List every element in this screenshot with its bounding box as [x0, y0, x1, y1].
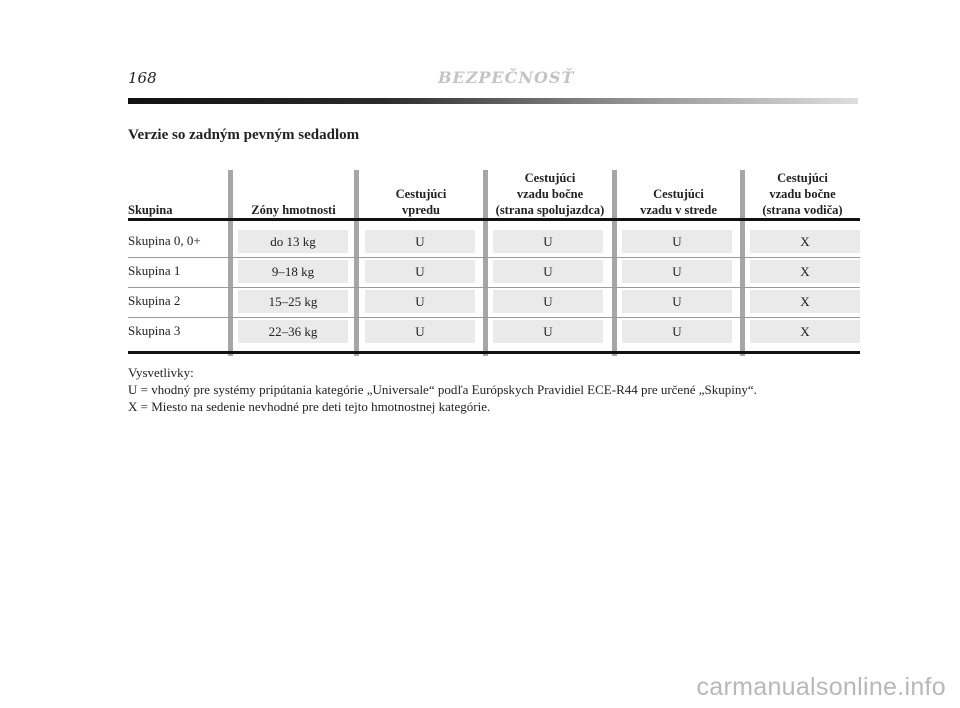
cell-rear-side-driver: X — [750, 260, 860, 283]
header-line: vpredu — [402, 203, 440, 217]
header-line: Cestujúci — [777, 171, 828, 185]
table-row — [128, 318, 860, 348]
header-rear-center — [617, 172, 740, 218]
cell-front: U — [365, 290, 475, 313]
header-line: Cestujúci — [524, 171, 576, 185]
cell-rear-side-passenger: U — [493, 230, 603, 253]
header-line: vzadu bočne — [516, 187, 584, 201]
table-row — [128, 258, 860, 288]
header-line: Zóny hmotnosti — [251, 203, 336, 217]
cell-weight: 22–36 kg — [238, 320, 348, 343]
header-rear-side-driver — [745, 172, 860, 218]
legend-line-x: X = Miesto na sedenie nevhodné pre deti tejto hmotnostnej kategórie. — [128, 399, 491, 414]
cell-rear-center: U — [622, 230, 732, 253]
legend-line-u: U = vhodný pre systémy pripútania kategórie „Universale“ podľa Európskych Pravidiel ECE-R44 pre určené „Skupiny“. — [128, 382, 757, 397]
cell-front: U — [365, 230, 475, 253]
cell-rear-side-passenger: U — [493, 260, 603, 283]
section-title: Verzie so zadným pevným sedadlom — [128, 127, 360, 143]
header-rear-side-passenger — [488, 172, 612, 218]
page-number: 168 — [128, 69, 157, 87]
cell-rear-side-driver: X — [750, 230, 860, 253]
header-rule-bold — [128, 218, 860, 221]
table-row — [128, 228, 860, 258]
header-group — [128, 172, 228, 218]
header-line: (strana spolujazdca) — [495, 203, 605, 217]
table-bottom-rule — [128, 351, 860, 354]
header-weight-zones — [233, 172, 354, 218]
cell-rear-center: U — [622, 290, 732, 313]
cell-rear-side-driver: X — [750, 320, 860, 343]
cell-front: U — [365, 320, 475, 343]
header-rule — [128, 98, 858, 104]
row-group-label: Skupina 3 — [128, 323, 181, 338]
legend — [128, 364, 868, 415]
running-head: BEZPEČNOSŤ — [438, 68, 575, 87]
row-group-label: Skupina 0, 0+ — [128, 233, 201, 248]
cell-weight: 15–25 kg — [238, 290, 348, 313]
child-seat-table — [128, 166, 860, 356]
header-line: Skupina — [128, 203, 173, 217]
legend-title: Vysvetlivky: — [128, 365, 194, 380]
cell-weight: do 13 kg — [238, 230, 348, 253]
cell-weight: 9–18 kg — [238, 260, 348, 283]
header-front-passenger — [359, 172, 483, 218]
header-line: vzadu v strede — [640, 203, 717, 217]
cell-rear-side-passenger: U — [493, 320, 603, 343]
header-line: vzadu bočne — [769, 187, 836, 201]
cell-rear-side-passenger: U — [493, 290, 603, 313]
header-line: Cestujúci — [395, 187, 447, 201]
cell-rear-side-driver: X — [750, 290, 860, 313]
row-group-label: Skupina 1 — [128, 263, 181, 278]
watermark-link[interactable]: carmanualsonline.info — [696, 673, 946, 701]
cell-rear-center: U — [622, 320, 732, 343]
table-row — [128, 288, 860, 318]
header-line: (strana vodiča) — [762, 203, 843, 217]
cell-rear-center: U — [622, 260, 732, 283]
row-group-label: Skupina 2 — [128, 293, 181, 308]
header-line: Cestujúci — [653, 187, 704, 201]
cell-front: U — [365, 260, 475, 283]
